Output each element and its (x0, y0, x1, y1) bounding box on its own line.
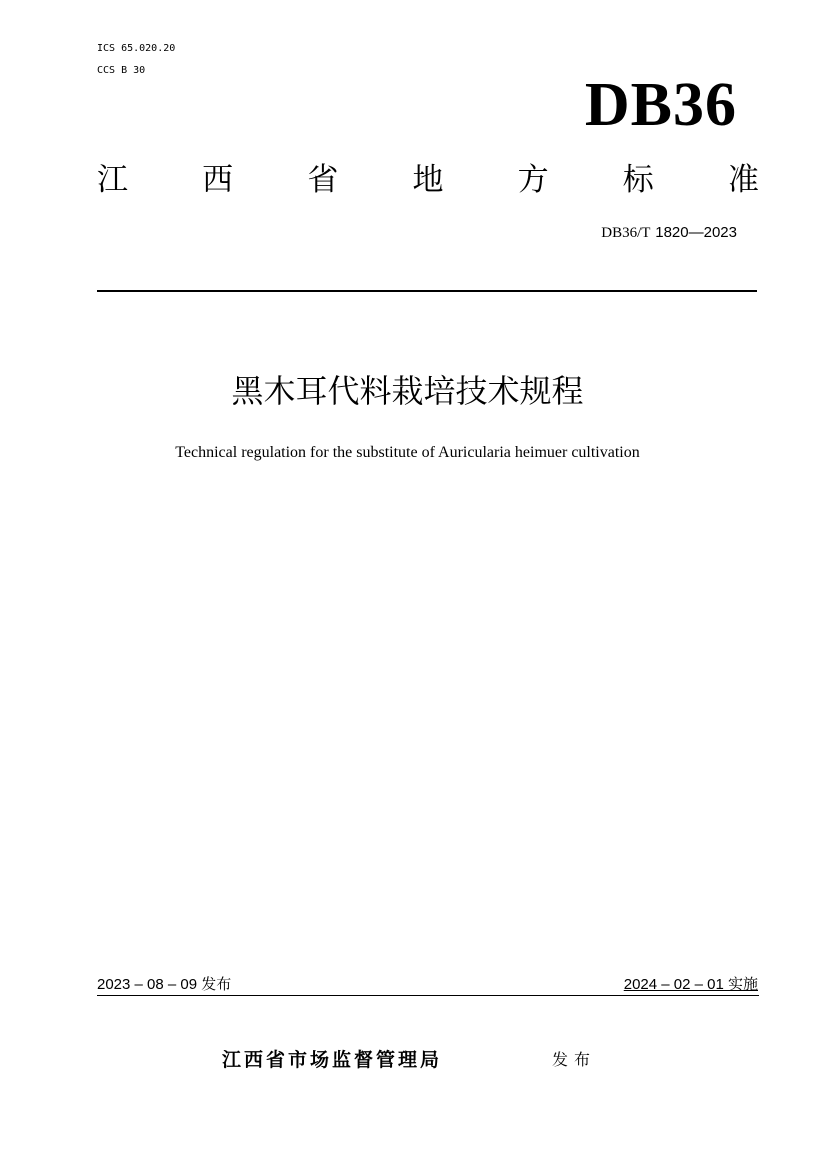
standard-number (601, 222, 737, 243)
issue-label: 发布 (552, 1050, 597, 1069)
ics-code: ICS 65.020.20 (97, 43, 176, 54)
standard-type-char: 准 (727, 162, 759, 198)
standard-type-char: 标 (622, 162, 654, 198)
standard-type-heading (97, 158, 759, 202)
issue-date: 2023 – 08 – 09 发布 (97, 976, 232, 993)
implementation-date: 2024 – 02 – 01 实施 (623, 976, 758, 993)
footer-divider (97, 995, 759, 996)
standard-number-prefix: DB36/T (601, 225, 651, 241)
header-divider (97, 290, 757, 292)
standard-type-char: 江 (97, 162, 128, 198)
ccs-code: CCS B 30 (97, 65, 146, 76)
standard-type-char: 西 (202, 162, 234, 198)
document-title-english: Technical regulation for the substitute of Auricularia heimuer cultivation (175, 444, 640, 461)
standard-type-char: 地 (412, 162, 444, 198)
standard-number-value: 1820—2023 (655, 224, 737, 241)
issuing-authority: 江西省市场监督管理局 (222, 1049, 443, 1071)
standard-type-char: 省 (307, 162, 339, 198)
standard-type-char: 方 (517, 162, 549, 198)
document-title-chinese: 黑木耳代料栽培技术规程 (231, 372, 584, 410)
standard-code-logo: DB36 (584, 71, 737, 139)
